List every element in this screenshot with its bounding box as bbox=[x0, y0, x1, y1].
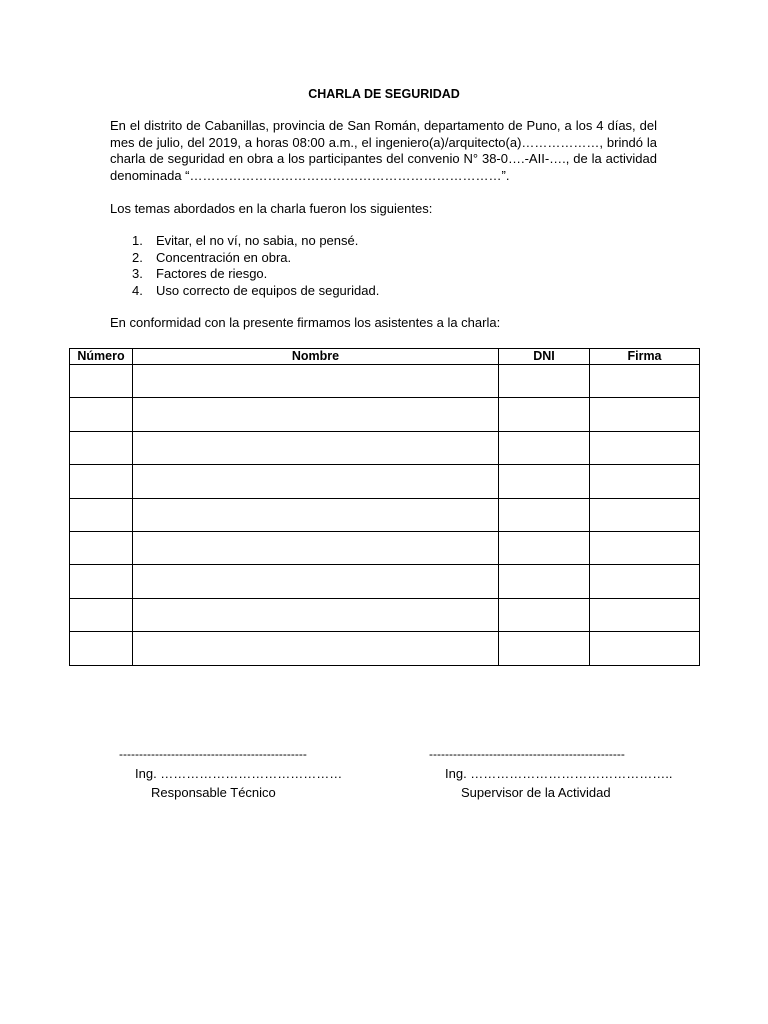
list-item bbox=[132, 283, 379, 300]
nombre-cell[interactable] bbox=[133, 565, 499, 598]
table-row bbox=[70, 365, 700, 398]
page-title: CHARLA DE SEGURIDAD bbox=[308, 87, 460, 101]
signature-role: Supervisor de la Actividad bbox=[461, 785, 611, 800]
table-row bbox=[70, 431, 700, 464]
nombre-cell[interactable] bbox=[133, 632, 499, 665]
dni-cell[interactable] bbox=[499, 598, 590, 631]
firma-cell[interactable] bbox=[590, 365, 700, 398]
header-dni: DNI bbox=[499, 349, 590, 365]
list-item bbox=[132, 266, 379, 283]
list-item-text: Factores de riesgo. bbox=[156, 266, 268, 281]
signature-left bbox=[119, 745, 342, 802]
signature-right bbox=[429, 745, 673, 802]
numero-cell[interactable] bbox=[70, 632, 133, 665]
table-row bbox=[70, 398, 700, 431]
dni-cell[interactable] bbox=[499, 531, 590, 564]
list-item bbox=[132, 250, 379, 267]
numero-cell[interactable] bbox=[70, 465, 133, 498]
nombre-cell[interactable] bbox=[133, 498, 499, 531]
header-nombre: Nombre bbox=[133, 349, 499, 365]
dni-cell[interactable] bbox=[499, 465, 590, 498]
nombre-cell[interactable] bbox=[133, 465, 499, 498]
firma-cell[interactable] bbox=[590, 598, 700, 631]
list-item-number: 3. bbox=[132, 266, 143, 281]
firma-cell[interactable] bbox=[590, 465, 700, 498]
signature-line: ------------------------------------------------- bbox=[429, 747, 625, 761]
firma-cell[interactable] bbox=[590, 531, 700, 564]
intro-paragraph: En el distrito de Cabanillas, provincia de San Román, departamento de Puno, a los 4 días, del mes de julio, del 2019, a horas 08:00 a.m., el ingeniero(a)/arquitecto(a)………………, brindó la charla de seguridad en obra a los participantes del convenio N° 38-0….-AII-…., de la actividad denominada “………………………………………………………………”. bbox=[110, 118, 657, 183]
attendance-table bbox=[69, 348, 700, 666]
dni-cell[interactable] bbox=[499, 498, 590, 531]
signature-name: Ing. ……………………………………….. bbox=[445, 766, 673, 781]
dni-cell[interactable] bbox=[499, 565, 590, 598]
list-item-text: Concentración en obra. bbox=[156, 249, 292, 265]
table-row bbox=[70, 498, 700, 531]
numero-cell[interactable] bbox=[70, 498, 133, 531]
firma-cell[interactable] bbox=[590, 398, 700, 431]
dni-cell[interactable] bbox=[499, 365, 590, 398]
list-item-text: Uso correcto de equipos de seguridad. bbox=[156, 282, 380, 298]
table-row bbox=[70, 531, 700, 564]
table-body bbox=[70, 365, 700, 666]
nombre-cell[interactable] bbox=[133, 598, 499, 631]
conformity-text: En conformidad con la presente firmamos los asistentes a la charla: bbox=[110, 315, 501, 330]
list-item bbox=[132, 233, 379, 250]
nombre-cell[interactable] bbox=[133, 431, 499, 464]
firma-cell[interactable] bbox=[590, 431, 700, 464]
nombre-cell[interactable] bbox=[133, 365, 499, 398]
signature-line: ----------------------------------------------- bbox=[119, 747, 307, 761]
dni-cell[interactable] bbox=[499, 632, 590, 665]
list-item-number: 1. bbox=[132, 233, 143, 248]
signature-name: Ing. …………………………………… bbox=[135, 766, 343, 781]
topics-list bbox=[132, 233, 379, 299]
table-row bbox=[70, 465, 700, 498]
firma-cell[interactable] bbox=[590, 632, 700, 665]
firma-cell[interactable] bbox=[590, 565, 700, 598]
list-item-text: Evitar, el no ví, no sabia, no pensé. bbox=[156, 233, 359, 248]
topics-intro: Los temas abordados en la charla fueron los siguientes: bbox=[110, 201, 433, 216]
signature-role: Responsable Técnico bbox=[151, 785, 276, 800]
nombre-cell[interactable] bbox=[133, 531, 499, 564]
dni-cell[interactable] bbox=[499, 398, 590, 431]
header-firma: Firma bbox=[590, 349, 700, 365]
numero-cell[interactable] bbox=[70, 598, 133, 631]
numero-cell[interactable] bbox=[70, 365, 133, 398]
numero-cell[interactable] bbox=[70, 565, 133, 598]
firma-cell[interactable] bbox=[590, 498, 700, 531]
header-numero: Número bbox=[70, 349, 133, 365]
table-row bbox=[70, 632, 700, 665]
dni-cell[interactable] bbox=[499, 431, 590, 464]
table-header-row bbox=[70, 349, 700, 365]
list-item-number: 4. bbox=[132, 282, 143, 298]
list-item-number: 2. bbox=[132, 249, 143, 265]
numero-cell[interactable] bbox=[70, 398, 133, 431]
table-row bbox=[70, 598, 700, 631]
numero-cell[interactable] bbox=[70, 431, 133, 464]
table-row bbox=[70, 565, 700, 598]
numero-cell[interactable] bbox=[70, 531, 133, 564]
nombre-cell[interactable] bbox=[133, 398, 499, 431]
